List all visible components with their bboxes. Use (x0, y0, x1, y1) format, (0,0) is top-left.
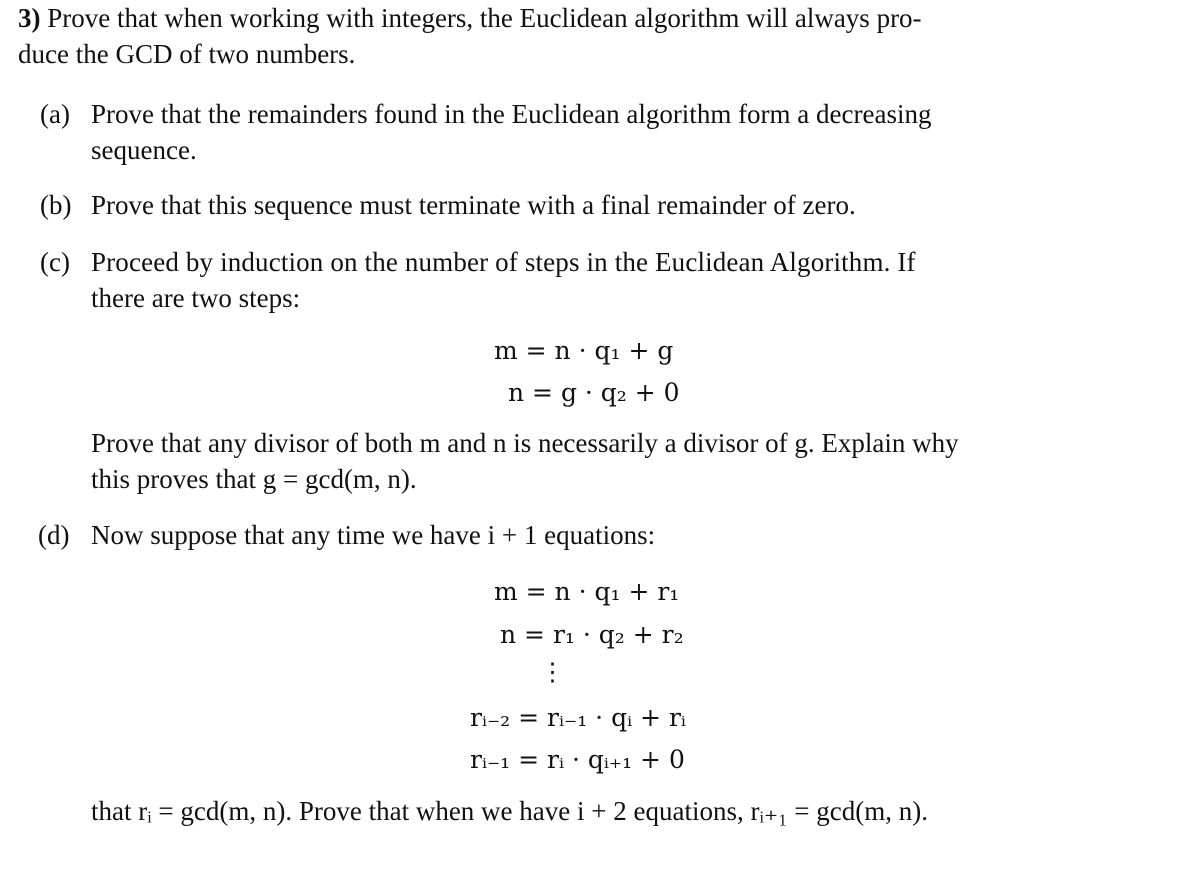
equation-c-1: m = n · q₁ + g (494, 336, 674, 365)
part-a-label: (a) (40, 99, 70, 129)
part-c-line-1: Proceed by induction on the number of steps in the Euclidean Algorithm. If (91, 247, 916, 277)
part-c-follow-2: this proves that g = gcd(m, n). (91, 464, 417, 494)
problem-statement-line-2: duce the GCD of two numbers. (18, 39, 356, 69)
part-b-line-1: Prove that this sequence must terminate with a final remainder of zero. (91, 190, 856, 220)
part-c-line-2: there are two steps: (91, 283, 301, 313)
equation-d-3: rᵢ₋₂ = rᵢ₋₁ · qᵢ + rᵢ (470, 703, 686, 732)
part-c-follow-1: Prove that any divisor of both m and n is necessarily a divisor of g. Explain why (91, 428, 959, 458)
part-c-label: (c) (40, 247, 70, 277)
part-b-label: (b) (40, 190, 72, 220)
equation-d-2: n = r₁ · q₂ + r₂ (500, 620, 684, 649)
part-a-line-2: sequence. (91, 135, 197, 165)
problem-number: 3) (18, 3, 41, 33)
part-a-line-1: Prove that the remainders found in the Euclidean algorithm form a decreasing (91, 99, 932, 129)
equation-c-2: n = g · q₂ + 0 (508, 378, 680, 407)
problem-statement-line-1 (18, 0, 922, 36)
part-d-label: (d) (38, 520, 70, 550)
equation-d-4: rᵢ₋₁ = rᵢ · qᵢ₊₁ + 0 (470, 745, 685, 774)
part-d-follow: that rᵢ = gcd(m, n). Prove that when we have i + 2 equations, rᵢ₊₁ = gcd(m, n). (91, 796, 928, 826)
problem-statement-text-1: Prove that when working with integers, the Euclidean algorithm will always pro- (47, 3, 922, 33)
equation-d-1: m = n · q₁ + r₁ (494, 577, 680, 606)
part-d-line-1: Now suppose that any time we have i + 1 equations: (91, 520, 656, 550)
equation-d-vdots: ⋮ (540, 657, 565, 686)
